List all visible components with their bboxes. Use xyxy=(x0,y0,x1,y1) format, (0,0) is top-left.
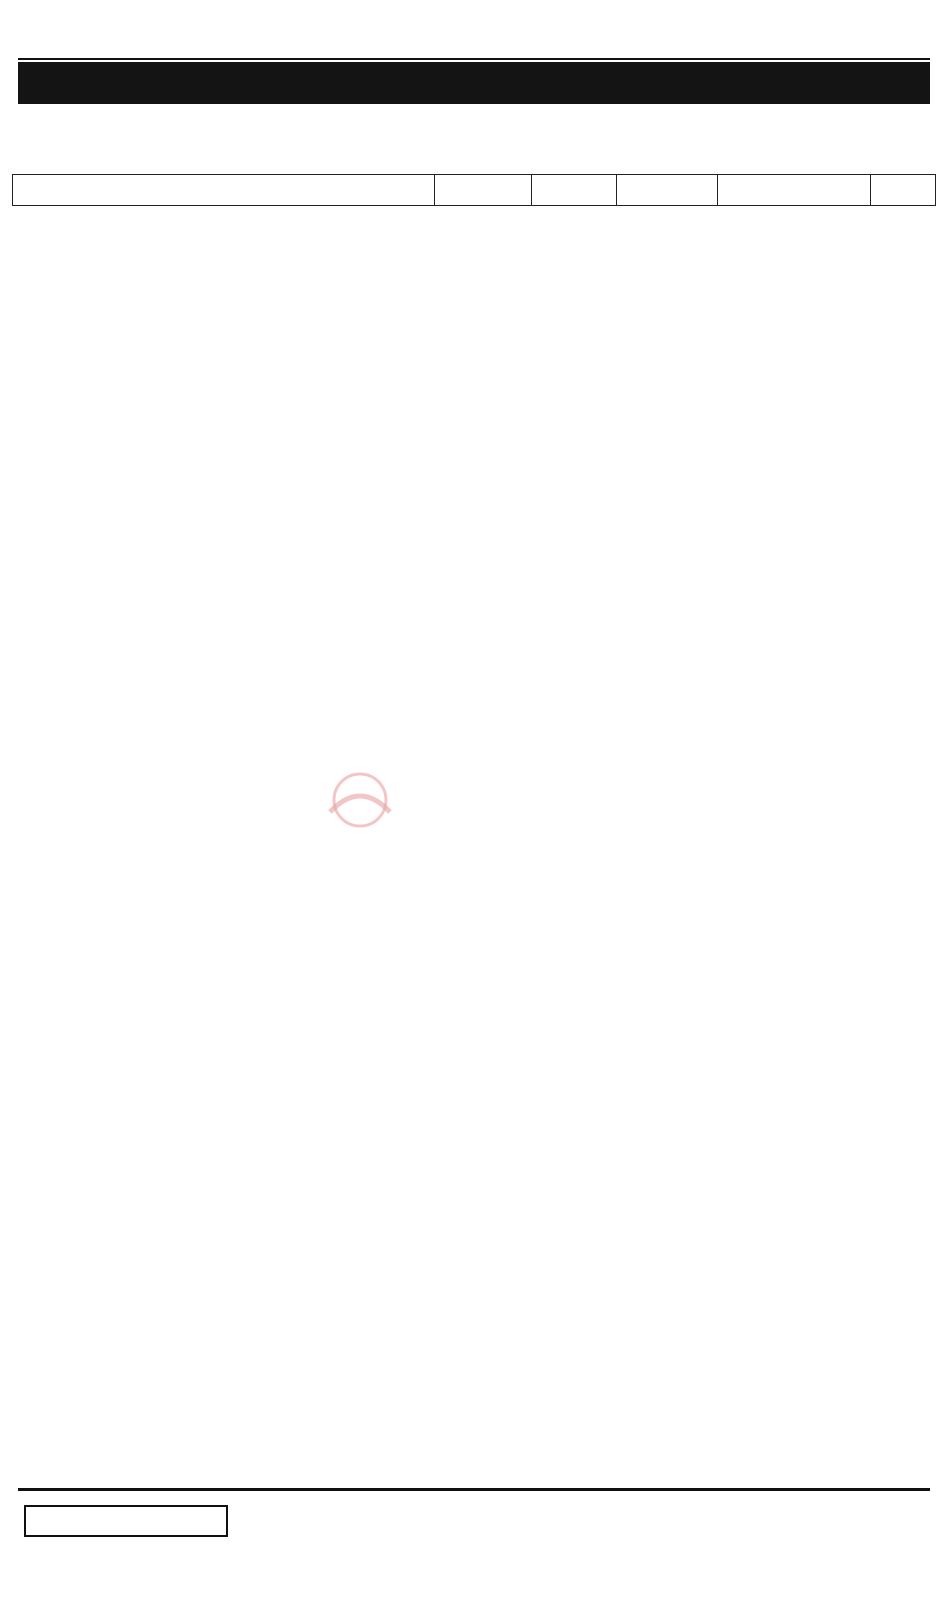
title-rule xyxy=(18,58,930,60)
vacancies-banner xyxy=(18,62,930,104)
col-quota xyxy=(435,175,532,206)
col-serial xyxy=(871,175,936,206)
vacancy-table xyxy=(12,174,936,206)
col-post-name xyxy=(718,175,871,206)
newspaper-watermark-logo xyxy=(300,760,420,840)
col-qualification xyxy=(13,175,435,206)
table-header-row xyxy=(13,175,936,206)
col-post-count xyxy=(532,175,617,206)
col-age-limit xyxy=(617,175,718,206)
reference-number xyxy=(24,1505,228,1537)
footer-rule xyxy=(18,1488,930,1491)
